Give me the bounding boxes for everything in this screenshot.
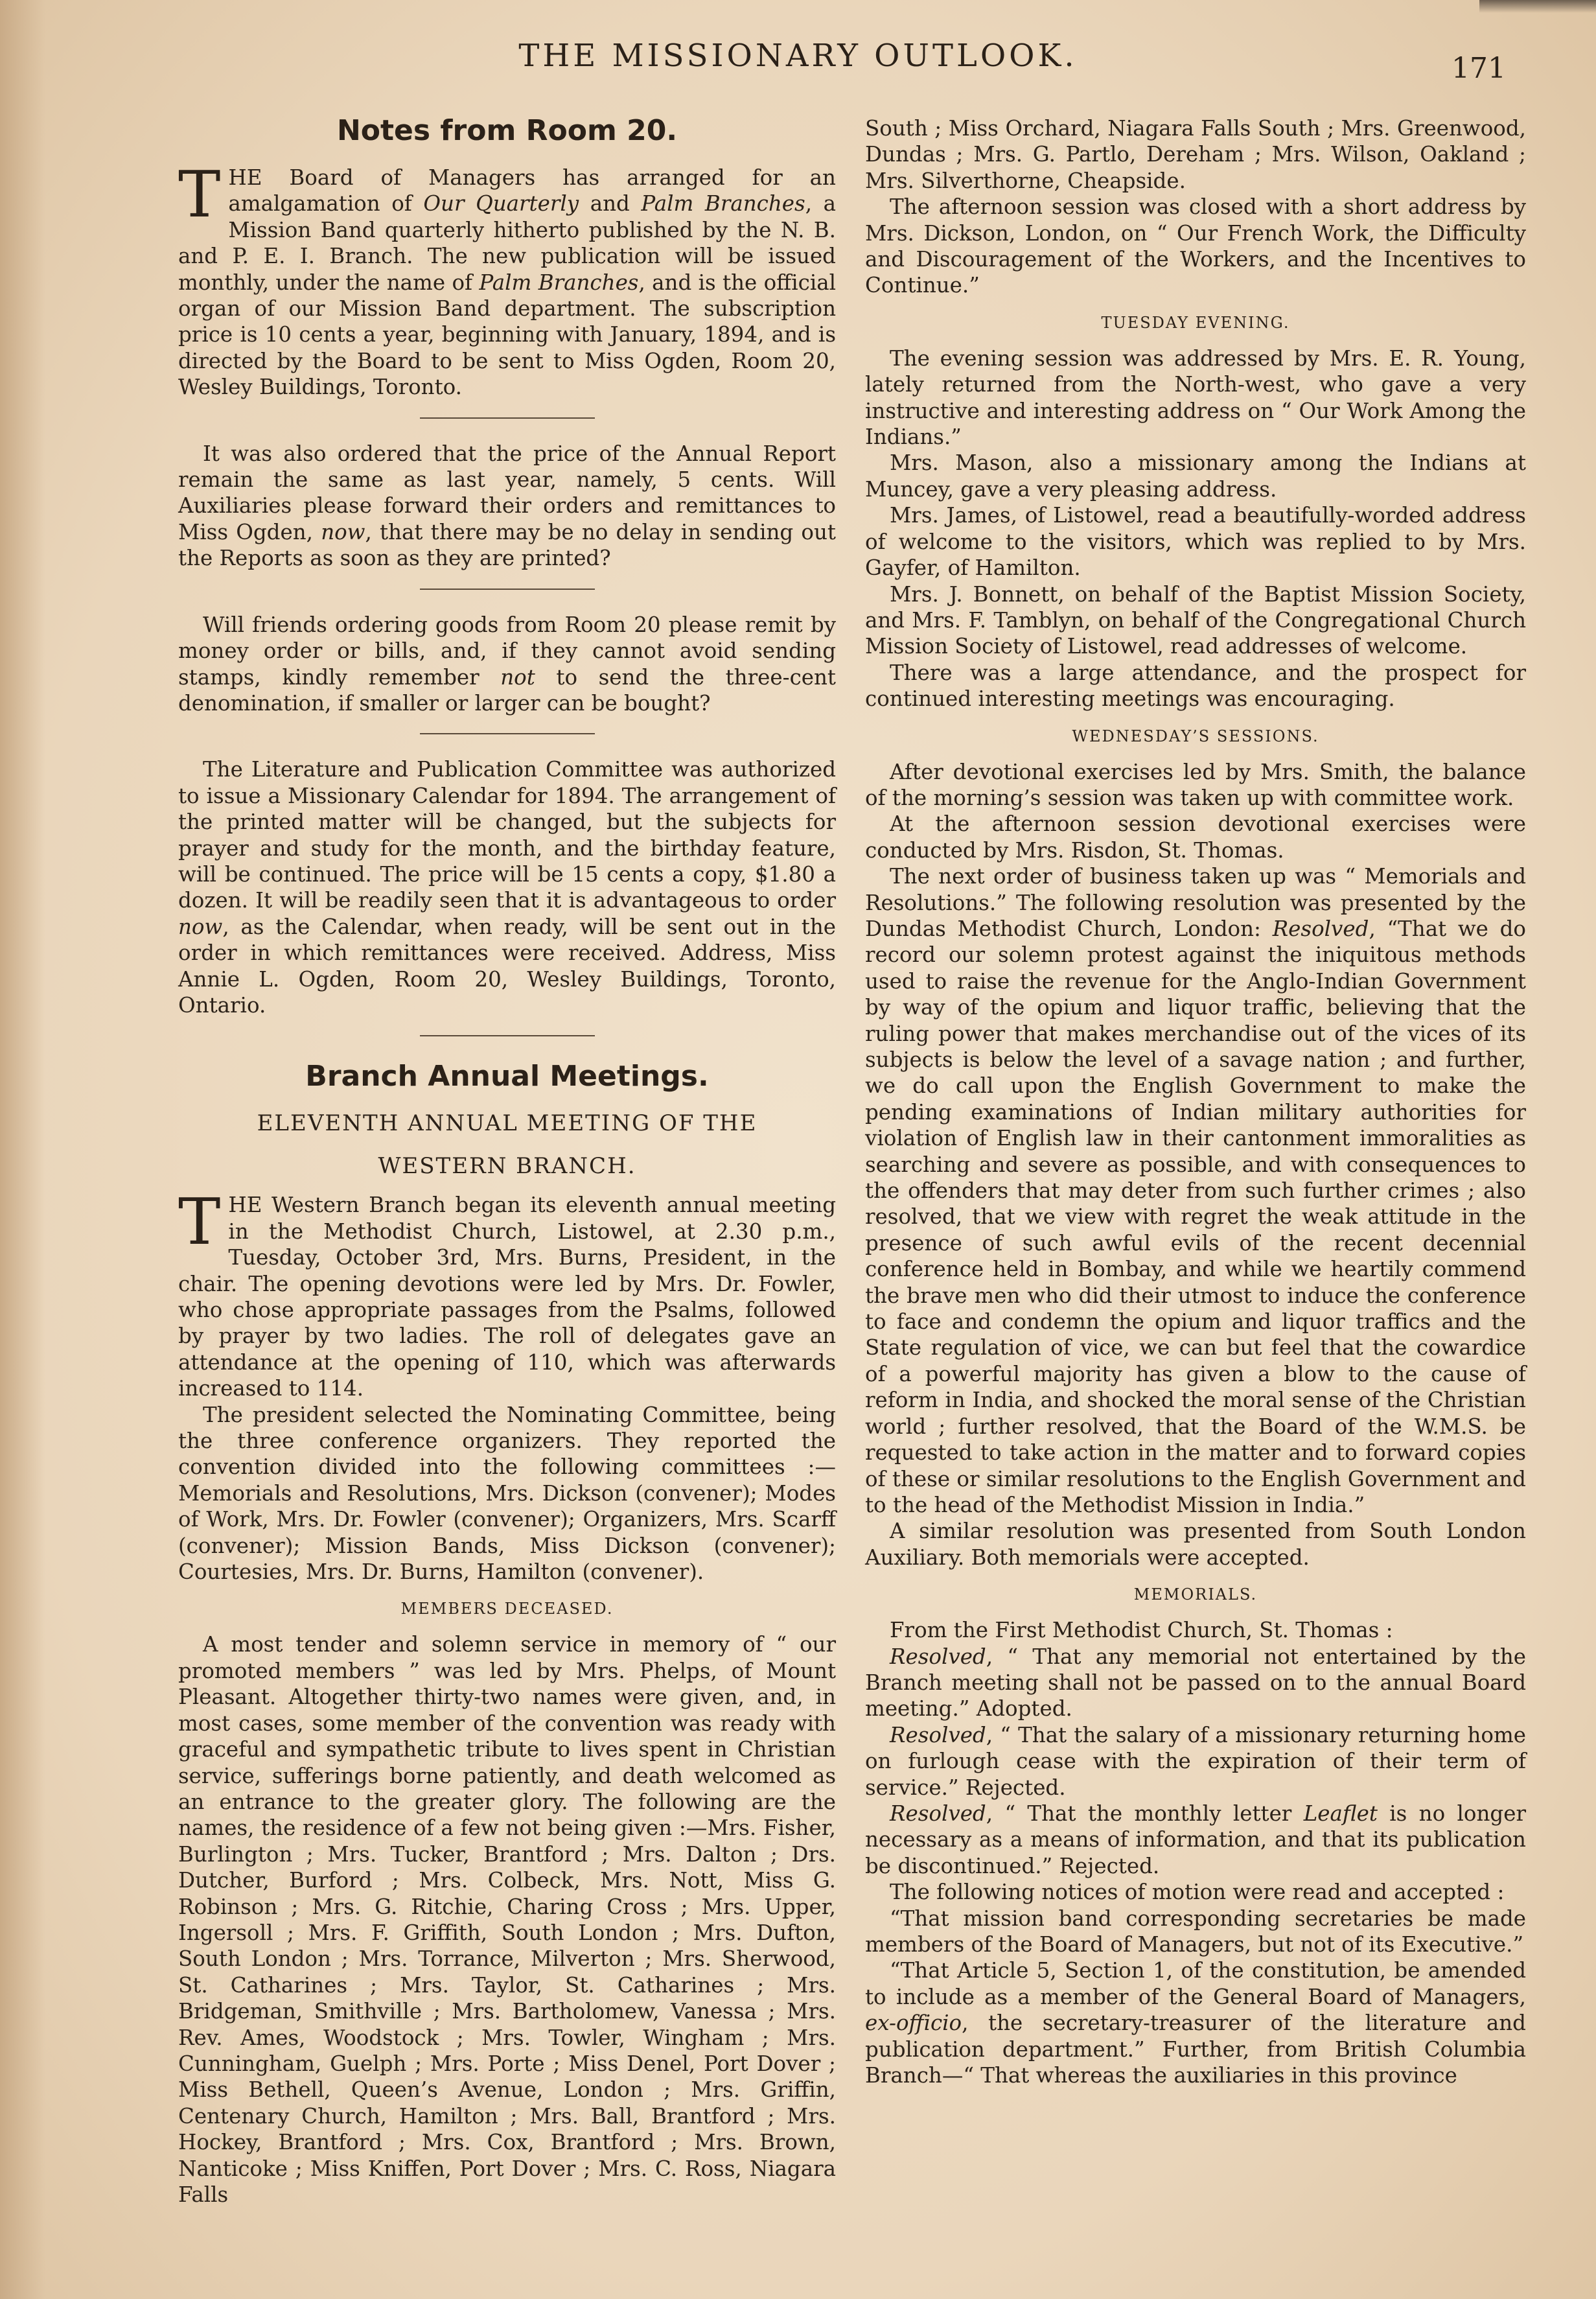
right-column [865,115,1526,2088]
right-paragraph-7: After devotional exercises led by Mrs. Smith, the balance of the morning’s session was taken up with committee work. [865,759,1526,810]
right-paragraph-10: A similar resolution was presented from South London Auxiliary. Both memorials were accepted. [865,1519,1526,1570]
branch-paragraph-3: A most tender and solemn service in memory of “ our promoted members ” was led by Mrs. Phelps, of Mount Pleasant. Altogether thirty-two names were given, and, in most cases, some member of the convention was ready with graceful and sympathetic tribute to lives spent in Christian service, sufferings borne patiently, and death welcomed as an entrance to the greater glory. The following are the names, the residence of a few not being given :—Mrs. Fisher, Burlington ; Mrs. Tucker, Brantford ; Mrs. Dalton ; Drs. Dutcher, Burford ; Mrs. Colbeck, Mrs. Nott, Miss G. Robinson ; Mrs. G. Ritchie, Charing Cross ; Mrs. Upper, Ingersoll ; Mrs. F. Griffith, South London ; Mrs. Dufton, South London ; Mrs. Torrance, Milverton ; Mrs. Sherwood, St. Catharines ; Mrs. Taylor, St. Catharines ; Mrs. Bridgeman, Smithville ; Mrs. Bartholomew, Vanessa ; Mrs. Rev. Ames, Woodstock ; Mrs. Towler, Wingham ; Mrs. Cunningham, Guelph ; Mrs. Porte ; Miss Denel, Port Dover ; Miss Bethell, Queen’s Avenue, London ; Mrs. Griffin, Centenary Church, Hamilton ; Mrs. Ball, Brantford ; Mrs. Hockey, Brantford ; Mrs. Cox, Brantford ; Mrs. Brown, Nanticoke ; Miss Kniffen, Port Dover ; Mrs. C. Ross, Niagara Falls [178,1632,836,2207]
notes-paragraph-1: THE Board of Managers has arranged for an amalgamation of Our Quarterly and Palm Branches, a Mission Band quarterly hitherto published by the N. B. and P. E. I. Branch. The new publication will be issued monthly, under the name of Palm Branches, and is the official organ of our Mission Band department. The subscription price is 10 cents a year, beginning with January, 1894, and is directed by the Board to be sent to Miss Ogden, Room 20, Wesley Buildings, Toronto. [178,158,836,400]
notes-paragraph-4: The Literature and Publication Committee was authorized to issue a Missionary Calendar for 1894. The arrangement of the printed matter will be changed, but the subjects for prayer and study for the month, and the birthday feature, will be continued. The price will be 15 cents a copy, $1.80 a dozen. It will be readily seen that it is advantageous to order now, as the Calendar, when ready, will be sent out in the order in which remittances were received. Address, Miss Annie L. Ogden, Room 20, Wesley Buildings, Toronto, Ontario. [178,757,836,1018]
right-paragraph-3: Mrs. Mason, also a missionary among the Indians at Muncey, gave a very pleasing address. [865,450,1526,502]
section-divider [420,733,595,734]
right-paragraph-1: The afternoon session was closed with a short address by Mrs. Dickson, London, on “ Our French Work, the Difficulty and Discouragement of the Workers, and the Incentives to Continue.” [865,194,1526,298]
notes-paragraph-3: Will friends ordering goods from Room 20 please remit by money order or bills, and, if they cannot avoid sending stamps, kindly remember not to send the three-cent denomination, if smaller or larger can be bought? [178,612,836,716]
right-paragraph-6: There was a large attendance, and the prospect for continued interesting meetings was encouraging. [865,660,1526,712]
section-divider [420,589,595,590]
notes-section-title: Notes from Room 20. [336,114,678,147]
drop-cap: T [178,158,221,232]
section-divider [420,417,595,419]
left-column [178,110,836,2208]
members-deceased-heading: MEMBERS DECEASED. [400,1600,614,1618]
drop-cap: T [178,1185,221,1260]
gutter-shadow [0,0,45,2299]
right-paragraph-9: The next order of business taken up was “ Memorials and Resolutions.” The following resolution was presented by the Dundas Methodist Church, London: Resolved, “That we do record our solemn protest against the iniquitous methods used to raise the revenue for the Anglo-Indian Government by way of the opium and liquor traffic, believing that the ruling power that makes merchandise out of the vices of its subjects is below the level of a savage nation ; and further, we do call upon the English Government to make the pending examinations of Indian military authorities for violation of English law in their cantonment immoralities as searching and severe as possible, and with consequences to the offenders that may deter from such further crimes ; also resolved, that we view with regret the weak attitude in the presence of such awful evils of the recent decennial conference held in Bombay, and while we heartily commend the brave men who did their utmost to induce the conference to face and condemn the opium and liquor traffics and the State regulation of vice, we can but feel that the cowardice of a powerful majority has given a blow to the cause of reform in India, and shocked the moral sense of the Christian world ; further resolved, that the Board of the W.M.S. be requested to take action in the matter and to forward copies of these or similar resolutions to the English Government and to the head of the Methodist Mission in India.” [865,864,1526,1517]
page-edge-shadow [1479,0,1596,13]
wednesday-sessions-heading: WEDNESDAY’S SESSIONS. [1072,727,1319,745]
branch-section-title: Branch Annual Meetings. [305,1060,709,1093]
right-paragraph-2: The evening session was addressed by Mrs. E. R. Young, lately returned from the North-west, who gave a very instructive and interesting address on “ Our Work Among the Indians.” [865,345,1526,450]
section-divider [420,1035,595,1036]
branch-subtitle-line-2: WESTERN BRANCH. [378,1153,636,1180]
branch-subtitle-line-1: ELEVENTH ANNUAL MEETING OF THE [257,1110,758,1137]
right-paragraph-4: Mrs. James, of Listowel, read a beautifully-worded address of welcome to the visitors, which was replied to by Mrs. Gayfer, of Hamilton. [865,503,1526,581]
tuesday-evening-heading: TUESDAY EVENING. [1101,313,1290,332]
right-paragraph-0: South ; Miss Orchard, Niagara Falls South ; Mrs. Greenwood, Dundas ; Mrs. G. Partlo, Dereham ; Mrs. Wilson, Oakland ; Mrs. Silverthorne, Cheapside. [865,116,1526,193]
right-paragraph-12: Resolved, “ That any memorial not entertained by the Branch meeting shall not be passed on to the annual Board meeting.” Adopted. [865,1644,1526,1721]
right-paragraph-11: From the First Methodist Church, St. Thomas : [890,1618,1393,1643]
memorials-heading: MEMORIALS. [1133,1585,1258,1604]
notes-paragraph-2: It was also ordered that the price of the Annual Report remain the same as last year, namely, 5 cents. Will Auxiliaries please forward their orders and remittances to Miss Ogden, now, that there may be no delay in sending out the Reports as soon as they are printed? [178,441,836,571]
right-paragraph-5: Mrs. J. Bonnett, on behalf of the Baptist Mission Society, and Mrs. F. Tamblyn, on behalf of the Congregational Church Mission Society of Listowel, read addresses of welcome. [865,581,1526,659]
branch-paragraph-2: The president selected the Nominating Committee, being the three conference organizers. They reported the convention divided into the following committees :—Memorials and Resolutions, Mrs. Dickson (convener); Modes of Work, Mrs. Dr. Fowler (convener); Organizers, Mrs. Scarff (convener); Mission Bands, Miss Dickson (convener); Courtesies, Mrs. Dr. Burns, Hamilton (convener). [178,1402,836,1585]
page-number: 171 [1451,52,1506,85]
right-paragraph-16: “That mission band corresponding secretaries be made members of the Board of Managers, but not of its Executive.” [865,1906,1526,1957]
running-head: THE MISSIONARY OUTLOOK. [518,38,1078,74]
branch-paragraph-1: THE Western Branch began its eleventh annual meeting in the Methodist Church, Listowel, at 2.30 p.m., Tuesday, October 3rd, Mrs. Burns, President, in the chair. The opening devotions were led by Mrs. Dr. Fowler, who chose appropriate passages from the Psalms, followed by prayer by two ladies. The roll of delegates gave an attendance at the opening of 110, which was afterwards increased to 114. [178,1185,836,1401]
right-paragraph-15: The following notices of motion were read and accepted : [890,1880,1505,1905]
right-paragraph-17: “That Article 5, Section 1, of the constitution, be amended to include as a member of the General Board of Managers, ex-officio, the secretary-treasurer of the literature and publication department.” Further, from British Columbia Branch—“ That whereas the auxiliaries in this province [865,1958,1526,2088]
right-paragraph-13: Resolved, “ That the salary of a missionary returning home on furlough cease with the expiration of their term of service.” Rejected. [865,1722,1526,1800]
right-paragraph-8: At the afternoon session devotional exercises were conducted by Mrs. Risdon, St. Thomas. [865,811,1526,863]
right-paragraph-14: Resolved, “ That the monthly letter Leaflet is no longer necessary as a means of information, and that its publication be discontinued.” Rejected. [865,1801,1527,1878]
